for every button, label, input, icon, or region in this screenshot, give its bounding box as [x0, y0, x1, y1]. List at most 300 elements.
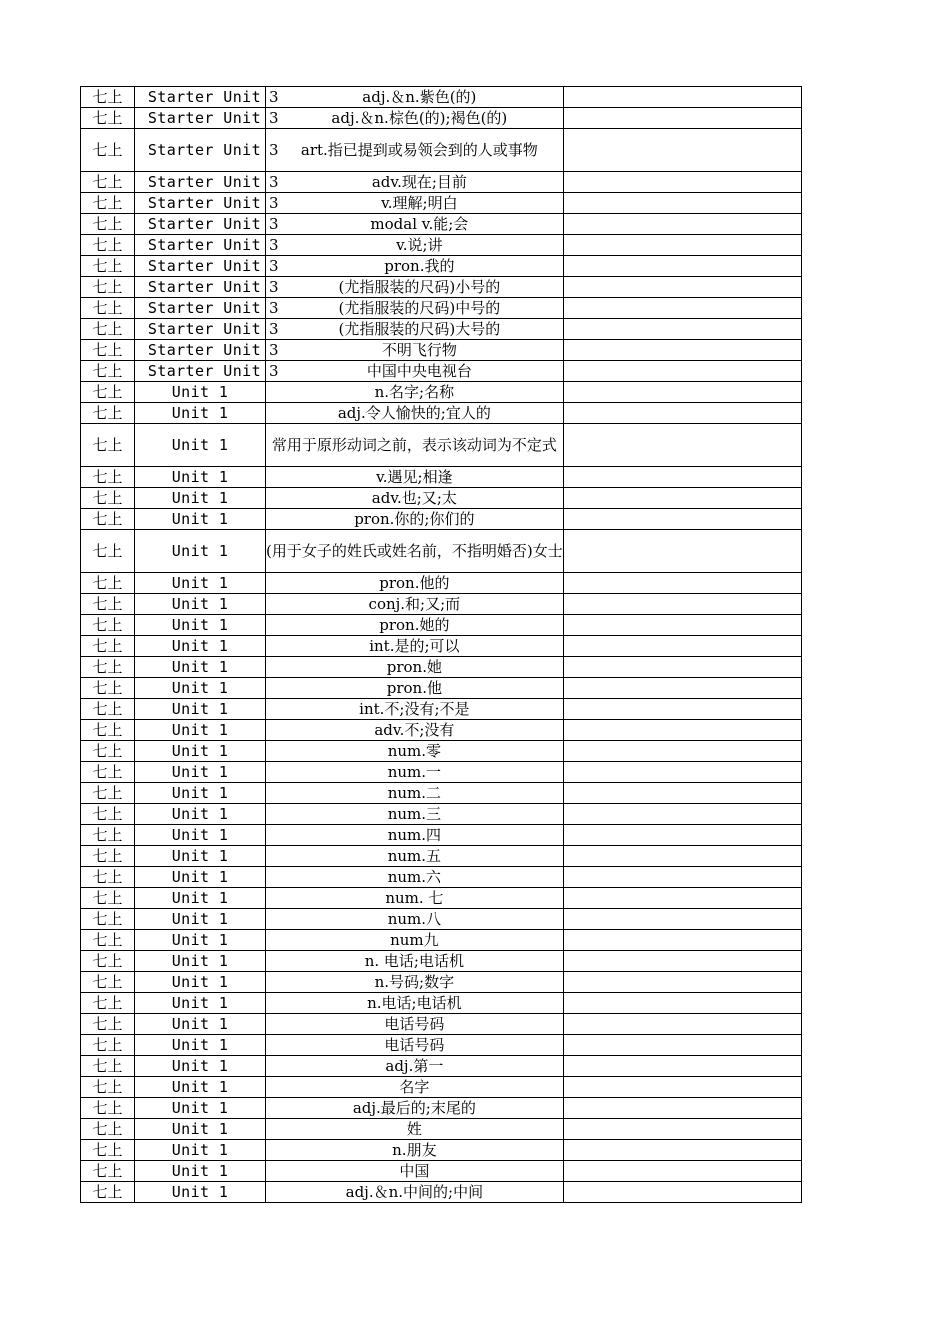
- unit-cell[interactable]: [135, 1077, 266, 1098]
- unit-cell[interactable]: [135, 636, 266, 657]
- table-row: [81, 214, 802, 235]
- table-row: [81, 277, 802, 298]
- meaning-cell[interactable]: v.遇见;相逢: [266, 467, 564, 488]
- meaning-cell[interactable]: adj.＆n.紫色(的): [266, 87, 564, 108]
- meaning-cell[interactable]: 常用于原形动词之前，表示该动词为不定式: [266, 424, 564, 467]
- unit-cell-content: [135, 804, 265, 824]
- empty-cell[interactable]: [563, 867, 801, 888]
- grade-cell[interactable]: 七上: [81, 298, 135, 319]
- empty-cell[interactable]: [563, 741, 801, 762]
- unit-label: Unit 1: [171, 868, 229, 886]
- unit-cell[interactable]: [135, 993, 266, 1014]
- empty-cell[interactable]: [563, 382, 801, 403]
- unit-cell[interactable]: [135, 762, 266, 783]
- unit-label: Unit 1: [171, 1141, 229, 1159]
- unit-cell[interactable]: [135, 403, 266, 424]
- unit-cell[interactable]: [135, 1014, 266, 1035]
- unit-label: Unit 1: [171, 679, 229, 697]
- meaning-cell[interactable]: pron.我的: [266, 256, 564, 277]
- empty-cell[interactable]: [563, 1014, 801, 1035]
- grade-cell[interactable]: 七上: [81, 615, 135, 636]
- table-row: [81, 509, 802, 530]
- unit-label: Unit 1: [171, 1036, 229, 1054]
- unit-label: Starter Unit: [147, 320, 261, 338]
- meaning-cell[interactable]: (尤指服装的尺码)中号的: [266, 298, 564, 319]
- grade-cell[interactable]: 七上: [81, 678, 135, 699]
- meaning-cell[interactable]: num.三: [266, 804, 564, 825]
- unit-cell[interactable]: [135, 424, 266, 467]
- meaning-cell[interactable]: pron.你的;你们的: [266, 509, 564, 530]
- grade-cell[interactable]: 七上: [81, 1140, 135, 1161]
- meaning-cell[interactable]: adj.＆n.棕色(的);褐色(的): [266, 108, 564, 129]
- meaning-cell[interactable]: conj.和;又;而: [266, 594, 564, 615]
- grade-cell[interactable]: 七上: [81, 424, 135, 467]
- grade-cell[interactable]: 七上: [81, 1182, 135, 1203]
- grade-cell[interactable]: 七上: [81, 930, 135, 951]
- unit-cell-content: [135, 214, 279, 234]
- empty-cell[interactable]: [563, 615, 801, 636]
- grade-cell[interactable]: 七上: [81, 783, 135, 804]
- empty-cell[interactable]: [563, 108, 801, 129]
- grade-cell[interactable]: 七上: [81, 193, 135, 214]
- unit-label: Unit 1: [171, 700, 229, 718]
- grade-cell[interactable]: 七上: [81, 235, 135, 256]
- unit-cell-content: [135, 467, 265, 487]
- meaning-cell[interactable]: adv.现在;目前: [266, 172, 564, 193]
- unit-cell-content: [135, 762, 265, 782]
- unit-cell-content: [135, 298, 279, 318]
- empty-cell[interactable]: [563, 888, 801, 909]
- grade-cell[interactable]: 七上: [81, 172, 135, 193]
- empty-cell[interactable]: [563, 1077, 801, 1098]
- unit-label: Starter Unit: [147, 278, 261, 296]
- unit-label: Starter Unit: [147, 88, 261, 106]
- meaning-cell[interactable]: int.不;没有;不是: [266, 699, 564, 720]
- meaning-cell[interactable]: (尤指服装的尺码)大号的: [266, 319, 564, 340]
- empty-cell[interactable]: [563, 424, 801, 467]
- unit-cell-content: [135, 573, 265, 593]
- empty-cell[interactable]: [563, 129, 801, 172]
- empty-cell[interactable]: [563, 804, 801, 825]
- empty-cell[interactable]: [563, 594, 801, 615]
- empty-cell[interactable]: [563, 846, 801, 867]
- unit-label: Unit 1: [171, 784, 229, 802]
- table-row: [81, 424, 802, 467]
- unit-number: 3: [269, 257, 279, 275]
- grade-cell[interactable]: 七上: [81, 657, 135, 678]
- empty-cell[interactable]: [563, 1056, 801, 1077]
- unit-cell-content: [135, 382, 265, 402]
- grade-cell[interactable]: 七上: [81, 741, 135, 762]
- unit-label: Starter Unit: [147, 173, 261, 191]
- unit-cell[interactable]: [135, 615, 266, 636]
- unit-label: Unit 1: [171, 383, 229, 401]
- empty-cell[interactable]: [563, 930, 801, 951]
- empty-cell[interactable]: [563, 1098, 801, 1119]
- grade-cell[interactable]: 七上: [81, 509, 135, 530]
- table-row: [81, 87, 802, 108]
- unit-cell[interactable]: [135, 298, 279, 319]
- grade-cell[interactable]: 七上: [81, 129, 135, 172]
- grade-cell[interactable]: 七上: [81, 1077, 135, 1098]
- empty-cell[interactable]: [563, 403, 801, 424]
- empty-cell[interactable]: [563, 193, 801, 214]
- meaning-cell[interactable]: 不明飞行物: [266, 340, 564, 361]
- grade-cell[interactable]: 七上: [81, 277, 135, 298]
- unit-cell[interactable]: [135, 741, 266, 762]
- empty-cell[interactable]: [563, 1161, 801, 1182]
- table-row: [81, 1119, 802, 1140]
- meaning-cell[interactable]: n.名字;名称: [266, 382, 564, 403]
- unit-cell[interactable]: [135, 172, 279, 193]
- unit-cell-content: [135, 783, 265, 803]
- grade-cell[interactable]: 七上: [81, 530, 135, 573]
- grade-cell[interactable]: 七上: [81, 382, 135, 403]
- grade-cell[interactable]: 七上: [81, 340, 135, 361]
- unit-cell-content: [135, 951, 265, 971]
- table-row: [81, 1140, 802, 1161]
- unit-cell[interactable]: [135, 657, 266, 678]
- meaning-cell[interactable]: num.六: [266, 867, 564, 888]
- meaning-cell[interactable]: v.说;讲: [266, 235, 564, 256]
- table-row: [81, 741, 802, 762]
- meaning-cell[interactable]: v.理解;明白: [266, 193, 564, 214]
- unit-cell[interactable]: [135, 382, 266, 403]
- empty-cell[interactable]: [563, 678, 801, 699]
- grade-cell[interactable]: 七上: [81, 951, 135, 972]
- unit-cell[interactable]: [135, 678, 266, 699]
- table-row: [81, 172, 802, 193]
- unit-label: Starter Unit: [147, 194, 261, 212]
- grade-cell[interactable]: 七上: [81, 214, 135, 235]
- grade-cell[interactable]: 七上: [81, 1098, 135, 1119]
- unit-cell[interactable]: [135, 720, 266, 741]
- unit-cell-content: [135, 256, 279, 276]
- meaning-cell[interactable]: pron.他的: [266, 573, 564, 594]
- empty-cell[interactable]: [563, 1140, 801, 1161]
- meaning-cell[interactable]: 电话号码: [266, 1014, 564, 1035]
- unit-cell[interactable]: [135, 256, 279, 277]
- table-row: [81, 909, 802, 930]
- empty-cell[interactable]: [563, 361, 801, 382]
- meaning-cell[interactable]: adj.令人愉快的;宜人的: [266, 403, 564, 424]
- grade-cell[interactable]: 七上: [81, 87, 135, 108]
- unit-cell[interactable]: [135, 783, 266, 804]
- empty-cell[interactable]: [563, 636, 801, 657]
- unit-cell[interactable]: [135, 340, 279, 361]
- meaning-cell[interactable]: adj.最后的;末尾的: [266, 1098, 564, 1119]
- meaning-cell[interactable]: art.指已提到或易领会到的人或事物: [266, 129, 564, 172]
- unit-cell-content: [135, 129, 279, 171]
- unit-label: Unit 1: [171, 489, 229, 507]
- table-row: [81, 1098, 802, 1119]
- meaning-cell[interactable]: adj.＆n.中间的;中间: [266, 1182, 564, 1203]
- unit-cell[interactable]: [135, 488, 266, 509]
- meaning-cell[interactable]: n.号码;数字: [266, 972, 564, 993]
- empty-cell[interactable]: [563, 1182, 801, 1203]
- unit-label: Unit 1: [171, 931, 229, 949]
- unit-label: Unit 1: [171, 574, 229, 592]
- grade-cell[interactable]: 七上: [81, 909, 135, 930]
- unit-cell-content: [135, 909, 265, 929]
- unit-cell-content: [135, 720, 265, 740]
- table-row: [81, 930, 802, 951]
- empty-cell[interactable]: [563, 720, 801, 741]
- empty-cell[interactable]: [563, 340, 801, 361]
- meaning-cell[interactable]: num.五: [266, 846, 564, 867]
- grade-cell[interactable]: 七上: [81, 867, 135, 888]
- meaning-cell[interactable]: num.一: [266, 762, 564, 783]
- table-row: [81, 256, 802, 277]
- grade-cell[interactable]: 七上: [81, 319, 135, 340]
- unit-cell[interactable]: [135, 930, 266, 951]
- empty-cell[interactable]: [563, 783, 801, 804]
- unit-label: Unit 1: [171, 994, 229, 1012]
- empty-cell[interactable]: [563, 235, 801, 256]
- unit-cell-content: [135, 699, 265, 719]
- unit-cell[interactable]: [135, 573, 266, 594]
- unit-cell-content: [135, 1056, 265, 1076]
- unit-label: Unit 1: [171, 1183, 229, 1201]
- unit-label: Unit 1: [171, 826, 229, 844]
- table-row: [81, 108, 802, 129]
- empty-cell[interactable]: [563, 1119, 801, 1140]
- meaning-cell[interactable]: adv.不;没有: [266, 720, 564, 741]
- empty-cell[interactable]: [563, 699, 801, 720]
- grade-cell[interactable]: 七上: [81, 361, 135, 382]
- empty-cell[interactable]: [563, 214, 801, 235]
- meaning-cell[interactable]: int.是的;可以: [266, 636, 564, 657]
- unit-number: 3: [269, 299, 279, 317]
- unit-cell[interactable]: [135, 108, 279, 129]
- table-row: [81, 993, 802, 1014]
- table-row: [81, 1077, 802, 1098]
- empty-cell[interactable]: [563, 87, 801, 108]
- unit-label: Starter Unit: [147, 341, 261, 359]
- unit-cell[interactable]: [135, 1119, 266, 1140]
- grade-cell[interactable]: 七上: [81, 108, 135, 129]
- unit-cell-content: [135, 825, 265, 845]
- unit-cell[interactable]: [135, 1056, 266, 1077]
- unit-cell[interactable]: [135, 594, 266, 615]
- meaning-cell[interactable]: num.零: [266, 741, 564, 762]
- table-row: [81, 951, 802, 972]
- unit-label: Starter Unit: [147, 257, 261, 275]
- grade-cell[interactable]: 七上: [81, 467, 135, 488]
- table-row: [81, 573, 802, 594]
- table-row: [81, 1056, 802, 1077]
- unit-number: 3: [269, 362, 279, 380]
- empty-cell[interactable]: [563, 467, 801, 488]
- meaning-cell[interactable]: pron.他: [266, 678, 564, 699]
- grade-cell[interactable]: 七上: [81, 256, 135, 277]
- grade-cell[interactable]: 七上: [81, 1035, 135, 1056]
- unit-cell[interactable]: [135, 1098, 266, 1119]
- meaning-cell[interactable]: (用于女子的姓氏或姓名前，不指明婚否)女士: [266, 530, 564, 573]
- unit-cell[interactable]: [135, 361, 279, 382]
- unit-cell-content: [135, 636, 265, 656]
- unit-label: Starter Unit: [147, 109, 261, 127]
- meaning-cell[interactable]: adv.也;又;太: [266, 488, 564, 509]
- unit-cell[interactable]: [135, 87, 279, 108]
- empty-cell[interactable]: [563, 1035, 801, 1056]
- unit-cell-content: [135, 1014, 265, 1034]
- unit-label: Unit 1: [171, 1015, 229, 1033]
- table-row: [81, 1161, 802, 1182]
- unit-cell[interactable]: [135, 530, 266, 573]
- unit-cell-content: [135, 741, 265, 761]
- unit-cell-content: [135, 615, 265, 635]
- unit-cell[interactable]: [135, 699, 266, 720]
- meaning-cell[interactable]: num.八: [266, 909, 564, 930]
- unit-cell[interactable]: [135, 235, 279, 256]
- empty-cell[interactable]: [563, 530, 801, 573]
- unit-cell-content: [135, 993, 265, 1013]
- unit-cell-content: [135, 424, 265, 466]
- meaning-cell[interactable]: n.朋友: [266, 1140, 564, 1161]
- unit-cell-content: [135, 319, 279, 339]
- unit-cell[interactable]: [135, 972, 266, 993]
- unit-cell[interactable]: [135, 509, 266, 530]
- empty-cell[interactable]: [563, 909, 801, 930]
- empty-cell[interactable]: [563, 256, 801, 277]
- unit-cell[interactable]: [135, 1035, 266, 1056]
- table-row: [81, 762, 802, 783]
- meaning-cell[interactable]: num. 七: [266, 888, 564, 909]
- grade-cell[interactable]: 七上: [81, 403, 135, 424]
- grade-cell[interactable]: 七上: [81, 488, 135, 509]
- unit-cell[interactable]: [135, 909, 266, 930]
- grade-cell[interactable]: 七上: [81, 636, 135, 657]
- table-row: [81, 235, 802, 256]
- empty-cell[interactable]: [563, 657, 801, 678]
- grade-cell[interactable]: 七上: [81, 720, 135, 741]
- table-row: [81, 888, 802, 909]
- empty-cell[interactable]: [563, 277, 801, 298]
- meaning-cell[interactable]: num.四: [266, 825, 564, 846]
- grade-cell[interactable]: 七上: [81, 804, 135, 825]
- grade-cell[interactable]: 七上: [81, 1056, 135, 1077]
- unit-number: 3: [269, 194, 279, 212]
- unit-cell[interactable]: [135, 825, 266, 846]
- unit-cell[interactable]: [135, 888, 266, 909]
- unit-number: 3: [269, 278, 279, 296]
- unit-cell[interactable]: [135, 804, 266, 825]
- meaning-cell[interactable]: 姓: [266, 1119, 564, 1140]
- empty-cell[interactable]: [563, 993, 801, 1014]
- meaning-cell[interactable]: modal v.能;会: [266, 214, 564, 235]
- meaning-cell[interactable]: 中国中央电视台: [266, 361, 564, 382]
- table-row: [81, 340, 802, 361]
- unit-cell[interactable]: [135, 319, 279, 340]
- unit-cell-content: [135, 509, 265, 529]
- meaning-cell[interactable]: (尤指服装的尺码)小号的: [266, 277, 564, 298]
- empty-cell[interactable]: [563, 298, 801, 319]
- unit-cell-content: [135, 972, 265, 992]
- meaning-cell[interactable]: 中国: [266, 1161, 564, 1182]
- meaning-cell[interactable]: n. 电话;电话机: [266, 951, 564, 972]
- grade-cell[interactable]: 七上: [81, 888, 135, 909]
- grade-cell[interactable]: 七上: [81, 1119, 135, 1140]
- unit-label: Unit 1: [171, 510, 229, 528]
- unit-cell[interactable]: [135, 467, 266, 488]
- grade-cell[interactable]: 七上: [81, 1014, 135, 1035]
- empty-cell[interactable]: [563, 509, 801, 530]
- meaning-cell[interactable]: num九: [266, 930, 564, 951]
- unit-label: Unit 1: [171, 1057, 229, 1075]
- table-row: [81, 319, 802, 340]
- meaning-cell[interactable]: pron.她的: [266, 615, 564, 636]
- table-row: [81, 657, 802, 678]
- unit-cell[interactable]: [135, 1140, 266, 1161]
- unit-label: Unit 1: [171, 952, 229, 970]
- table-row: [81, 1182, 802, 1203]
- grade-cell[interactable]: 七上: [81, 594, 135, 615]
- unit-number: 3: [269, 341, 279, 359]
- unit-number: 3: [269, 109, 279, 127]
- grade-cell[interactable]: 七上: [81, 993, 135, 1014]
- unit-cell-content: [135, 1140, 265, 1160]
- unit-cell[interactable]: [135, 846, 266, 867]
- unit-label: Unit 1: [171, 404, 229, 422]
- unit-cell[interactable]: [135, 193, 279, 214]
- meaning-cell[interactable]: 名字: [266, 1077, 564, 1098]
- unit-number: 3: [269, 141, 279, 159]
- empty-cell[interactable]: [563, 972, 801, 993]
- unit-label: Starter Unit: [147, 215, 261, 233]
- meaning-cell[interactable]: 电话号码: [266, 1035, 564, 1056]
- table-row: [81, 615, 802, 636]
- table-row: [81, 699, 802, 720]
- unit-cell[interactable]: [135, 129, 279, 172]
- unit-cell-content: [135, 340, 279, 360]
- empty-cell[interactable]: [563, 172, 801, 193]
- empty-cell[interactable]: [563, 573, 801, 594]
- grade-cell[interactable]: 七上: [81, 762, 135, 783]
- grade-cell[interactable]: 七上: [81, 699, 135, 720]
- grade-cell[interactable]: 七上: [81, 972, 135, 993]
- empty-cell[interactable]: [563, 825, 801, 846]
- empty-cell[interactable]: [563, 762, 801, 783]
- table-row: [81, 530, 802, 573]
- unit-label: Unit 1: [171, 436, 229, 454]
- empty-cell[interactable]: [563, 488, 801, 509]
- table-row: [81, 783, 802, 804]
- empty-cell[interactable]: [563, 319, 801, 340]
- meaning-cell[interactable]: num.二: [266, 783, 564, 804]
- meaning-cell[interactable]: pron.她: [266, 657, 564, 678]
- unit-label: Unit 1: [171, 1120, 229, 1138]
- table-row: [81, 193, 802, 214]
- unit-label: Unit 1: [171, 1099, 229, 1117]
- grade-cell[interactable]: 七上: [81, 1161, 135, 1182]
- unit-cell-content: [135, 678, 265, 698]
- unit-label: Starter Unit: [147, 362, 261, 380]
- meaning-cell[interactable]: adj.第一: [266, 1056, 564, 1077]
- unit-label: Unit 1: [171, 763, 229, 781]
- meaning-cell[interactable]: n.电话;电话机: [266, 993, 564, 1014]
- empty-cell[interactable]: [563, 951, 801, 972]
- grade-cell[interactable]: 七上: [81, 573, 135, 594]
- unit-cell[interactable]: [135, 214, 279, 235]
- grade-cell[interactable]: 七上: [81, 846, 135, 867]
- unit-cell[interactable]: [135, 1182, 266, 1203]
- unit-cell[interactable]: [135, 1161, 266, 1182]
- unit-cell[interactable]: [135, 867, 266, 888]
- unit-cell[interactable]: [135, 277, 279, 298]
- grade-cell[interactable]: 七上: [81, 825, 135, 846]
- unit-cell[interactable]: [135, 951, 266, 972]
